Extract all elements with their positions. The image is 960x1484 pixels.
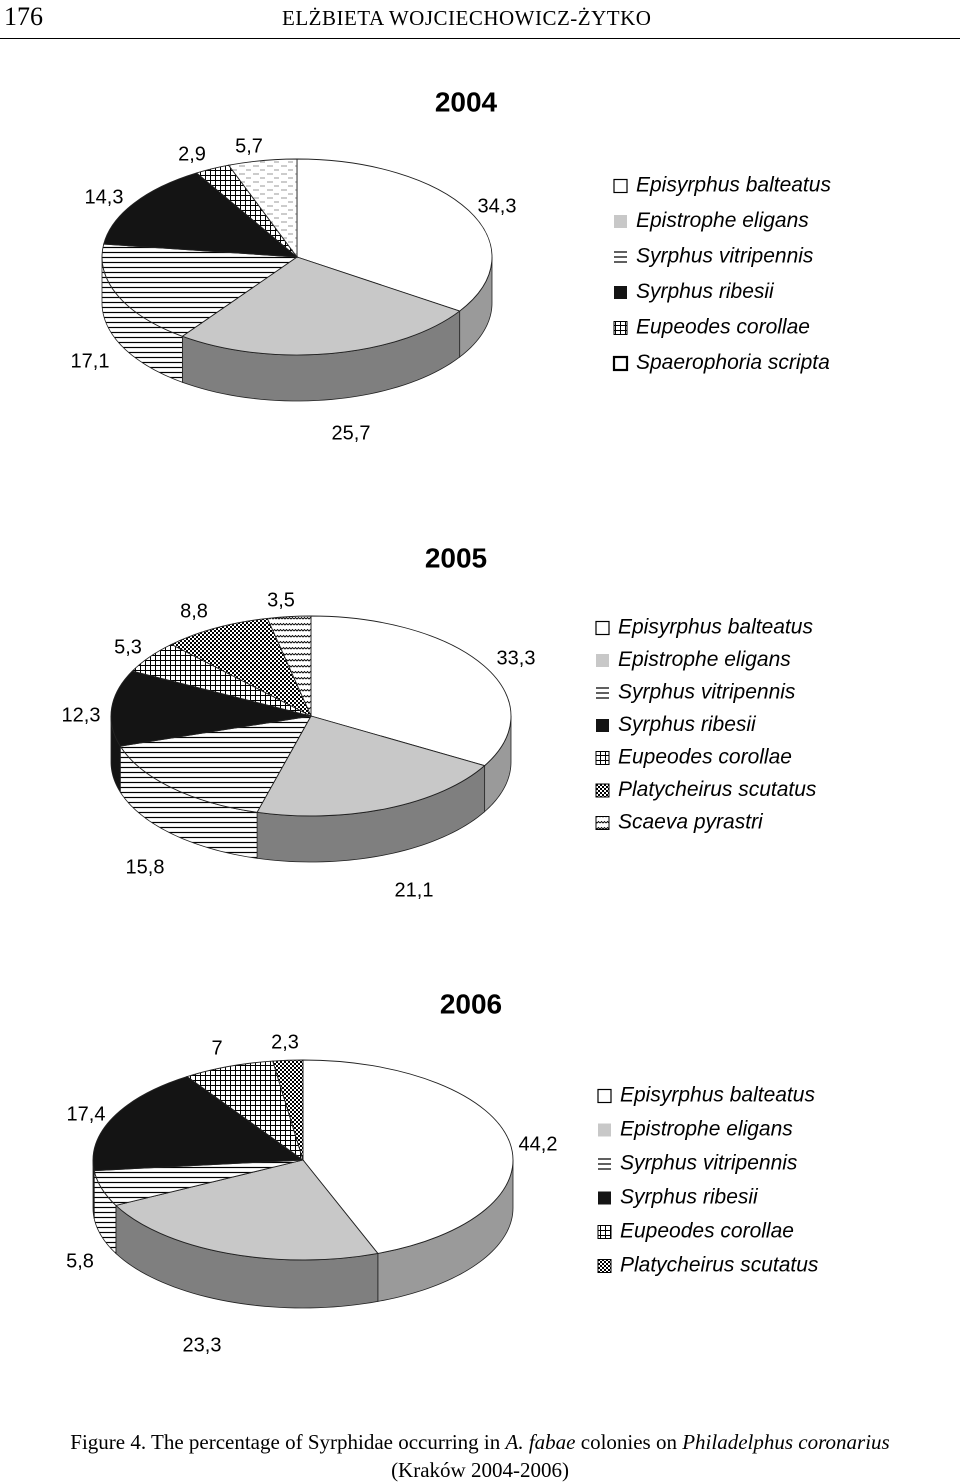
legend-label-eupeodes-corollae: Eupeodes corollae	[636, 315, 810, 339]
pie-chart-2005	[0, 520, 960, 920]
slice-value-label: 5,3	[114, 636, 142, 659]
chart-title: 2004	[434, 86, 498, 118]
legend-label-epistrophe-eligans: Epistrophe eligans	[620, 1117, 793, 1141]
legend-swatch-platycheirus-scutatus	[596, 784, 609, 797]
legend-swatch-syrphus-ribesii	[598, 1192, 611, 1205]
legend-swatch-eupeodes-corollae	[598, 1226, 611, 1239]
caption-species: A. fabae	[505, 1430, 576, 1454]
legend-swatch-epistrophe-eligans	[614, 215, 627, 228]
legend-label-episyrphus-balteatus: Episyrphus balteatus	[620, 1083, 815, 1107]
slice-value-label: 34,3	[477, 195, 517, 218]
legend-label-scaeva-pyrastri: Scaeva pyrastri	[618, 810, 763, 834]
legend-swatch-platycheirus-scutatus	[598, 1260, 611, 1273]
page-header	[0, 0, 960, 39]
legend-label-syrphus-ribesii: Syrphus ribesii	[618, 713, 756, 737]
slice-value-label: 25,7	[331, 422, 371, 445]
slice-value-label: 12,3	[61, 704, 101, 727]
slice-value-label: 8,8	[180, 600, 208, 623]
slice-value-label: 17,4	[66, 1103, 106, 1126]
legend-swatch-spaerophoria-scripta	[614, 357, 627, 370]
legend-swatch-eupeodes-corollae	[596, 752, 609, 765]
pie-chart-2006	[0, 965, 960, 1365]
legend-label-platycheirus-scutatus: Platycheirus scutatus	[620, 1253, 819, 1277]
legend-label-syrphus-vitripennis: Syrphus vitripennis	[636, 244, 814, 268]
caption-host: Philadelphus coronarius	[682, 1430, 890, 1454]
legend-swatch-epistrophe-eligans	[598, 1124, 611, 1137]
legend-swatch-scaeva-pyrastri	[596, 817, 609, 830]
slice-value-label: 5,7	[235, 135, 263, 158]
legend-swatch-syrphus-vitripennis	[598, 1159, 611, 1169]
legend-swatch-episyrphus-balteatus	[596, 622, 609, 635]
legend-label-syrphus-ribesii: Syrphus ribesii	[620, 1185, 758, 1209]
page-number: 176	[4, 2, 43, 31]
legend-label-syrphus-vitripennis: Syrphus vitripennis	[618, 680, 796, 704]
chart-title: 2005	[424, 542, 488, 574]
caption-prefix: Figure 4. The percentage of Syrphidae occurring in	[70, 1430, 506, 1454]
slice-value-label: 33,3	[496, 647, 536, 670]
legend-swatch-episyrphus-balteatus	[614, 180, 627, 193]
slice-value-label: 23,3	[182, 1334, 222, 1357]
legend-swatch-syrphus-ribesii	[596, 719, 609, 732]
legend-label-platycheirus-scutatus: Platycheirus scutatus	[618, 778, 817, 802]
slice-value-label: 44,2	[518, 1133, 558, 1156]
pie-chart-2004	[0, 60, 960, 460]
slice-value-label: 2,9	[178, 143, 206, 166]
slice-value-label: 15,8	[125, 856, 165, 879]
legend-swatch-epistrophe-eligans	[596, 654, 609, 667]
running-head: ELŻBIETA WOJCIECHOWICZ-ŻYTKO	[282, 6, 652, 30]
slice-value-label: 7	[211, 1037, 223, 1060]
slice-value-label: 2,3	[271, 1031, 299, 1054]
legend-label-epistrophe-eligans: Epistrophe eligans	[618, 648, 791, 672]
legend-label-episyrphus-balteatus: Episyrphus balteatus	[618, 615, 813, 639]
legend-swatch-eupeodes-corollae	[614, 322, 627, 335]
slice-value-label: 5,8	[66, 1250, 94, 1273]
caption-line2: (Kraków 2004-2006)	[391, 1458, 569, 1482]
legend-label-spaerophoria-scripta: Spaerophoria scripta	[636, 351, 830, 375]
legend-label-eupeodes-corollae: Eupeodes corollae	[620, 1219, 794, 1243]
slice-value-label: 17,1	[70, 350, 110, 373]
legend-swatch-episyrphus-balteatus	[598, 1090, 611, 1103]
slice-value-label: 21,1	[394, 879, 434, 902]
slice-value-label: 14,3	[84, 186, 124, 209]
legend-swatch-syrphus-vitripennis	[596, 688, 609, 698]
legend-swatch-syrphus-vitripennis	[614, 252, 627, 262]
figure-caption	[0, 1428, 960, 1484]
caption-middle: colonies on	[575, 1430, 683, 1454]
legend-label-eupeodes-corollae: Eupeodes corollae	[618, 745, 792, 769]
legend-label-syrphus-ribesii: Syrphus ribesii	[636, 280, 774, 304]
chart-title: 2006	[439, 988, 503, 1020]
legend-label-syrphus-vitripennis: Syrphus vitripennis	[620, 1151, 798, 1175]
legend-label-epistrophe-eligans: Epistrophe eligans	[636, 209, 809, 233]
legend-label-episyrphus-balteatus: Episyrphus balteatus	[636, 173, 831, 197]
slice-value-label: 3,5	[267, 589, 295, 612]
legend-swatch-syrphus-ribesii	[614, 286, 627, 299]
